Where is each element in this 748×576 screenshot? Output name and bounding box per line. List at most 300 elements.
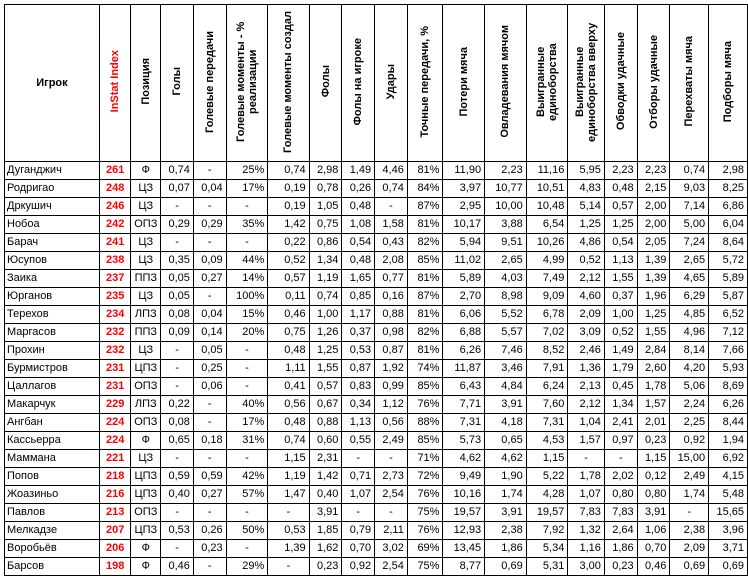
cell-chances-created: 1,11 xyxy=(268,360,309,378)
cell-fouls: 0,78 xyxy=(309,180,342,198)
cell-ball-recoveries: 5,57 xyxy=(485,324,527,342)
cell-ball-recoveries: 3,91 xyxy=(485,504,527,522)
cell-shots: 4,46 xyxy=(375,162,408,180)
cell-loose-balls: 8,25 xyxy=(709,180,748,198)
cell-aerial-duels-won: 3,00 xyxy=(568,558,605,576)
cell-fouls-suffered: 0,79 xyxy=(342,522,375,540)
cell-successful-dribbles: 1,34 xyxy=(604,396,637,414)
cell-loose-balls: 6,92 xyxy=(709,450,748,468)
cell-player-name: Жоазиньо xyxy=(5,486,100,504)
cell-player-name: Бурмистров xyxy=(5,360,100,378)
cell-goals: 0,22 xyxy=(161,396,194,414)
cell-interceptions: 2,25 xyxy=(670,414,709,432)
header-position[interactable]: Позиция xyxy=(131,5,161,162)
cell-successful-dribbles: 0,54 xyxy=(604,234,637,252)
cell-player-name: Маргасов xyxy=(5,324,100,342)
cell-chance-conversion: 31% xyxy=(226,432,268,450)
cell-loose-balls: 2,98 xyxy=(709,162,748,180)
table-row[interactable] xyxy=(5,360,748,378)
cell-assists: 0,18 xyxy=(193,432,226,450)
cell-successful-tackles: 1,39 xyxy=(637,270,670,288)
cell-chances-created: 0,57 xyxy=(268,270,309,288)
cell-loose-balls: 5,93 xyxy=(709,360,748,378)
cell-pass-accuracy: 87% xyxy=(407,198,443,216)
cell-fouls-suffered: 0,54 xyxy=(342,234,375,252)
cell-ball-recoveries: 10,00 xyxy=(485,198,527,216)
cell-loose-balls: 6,52 xyxy=(709,306,748,324)
cell-instat-index: 231 xyxy=(99,378,131,396)
cell-goals: - xyxy=(161,504,194,522)
cell-fouls: 2,98 xyxy=(309,162,342,180)
cell-successful-dribbles: 1,13 xyxy=(604,252,637,270)
cell-pass-accuracy: 81% xyxy=(407,162,443,180)
cell-player-name: Макарчук xyxy=(5,396,100,414)
cell-instat-index: 221 xyxy=(99,450,131,468)
cell-ball-losses: 8,77 xyxy=(443,558,485,576)
cell-player-name: Родригао xyxy=(5,180,100,198)
header-player[interactable]: Игрок xyxy=(5,5,100,162)
cell-loose-balls: 8,44 xyxy=(709,414,748,432)
cell-chances-created: 0,74 xyxy=(268,162,309,180)
cell-position: ЦЗ xyxy=(131,252,161,270)
table-row[interactable] xyxy=(5,378,748,396)
cell-ball-recoveries: 8,98 xyxy=(485,288,527,306)
table-row[interactable] xyxy=(5,468,748,486)
cell-player-name: Маммана xyxy=(5,450,100,468)
header-successful-tackles[interactable]: Отборы удачные xyxy=(637,5,670,162)
cell-player-name: Павлов xyxy=(5,504,100,522)
cell-loose-balls: 7,12 xyxy=(709,324,748,342)
cell-chance-conversion: 40% xyxy=(226,396,268,414)
cell-assists: 0,09 xyxy=(193,252,226,270)
cell-ball-losses: 11,87 xyxy=(443,360,485,378)
cell-successful-dribbles: 2,23 xyxy=(604,162,637,180)
cell-duels-won: 7,91 xyxy=(526,360,568,378)
cell-chances-created: 0,46 xyxy=(268,306,309,324)
cell-pass-accuracy: 69% xyxy=(407,540,443,558)
cell-successful-tackles: 2,01 xyxy=(637,414,670,432)
cell-ball-losses: 6,43 xyxy=(443,378,485,396)
table-row[interactable] xyxy=(5,306,748,324)
cell-ball-losses: 7,71 xyxy=(443,396,485,414)
table-row[interactable] xyxy=(5,432,748,450)
cell-duels-won: 10,51 xyxy=(526,180,568,198)
cell-successful-tackles: 1,57 xyxy=(637,396,670,414)
cell-position: ЦПЗ xyxy=(131,468,161,486)
cell-chance-conversion: - xyxy=(226,234,268,252)
cell-instat-index: 224 xyxy=(99,414,131,432)
cell-successful-tackles: 3,91 xyxy=(637,504,670,522)
cell-chances-created: 0,53 xyxy=(268,522,309,540)
cell-goals: - xyxy=(161,234,194,252)
cell-successful-dribbles: 0,80 xyxy=(604,486,637,504)
cell-duels-won: 6,54 xyxy=(526,216,568,234)
cell-position: ЦПЗ xyxy=(131,486,161,504)
header-fouls[interactable]: Фолы xyxy=(309,5,342,162)
cell-ball-losses: 9,49 xyxy=(443,468,485,486)
table-row[interactable] xyxy=(5,414,748,432)
cell-successful-tackles: 1,55 xyxy=(637,324,670,342)
cell-goals: 0,53 xyxy=(161,522,194,540)
header-interceptions[interactable]: Перехваты мяча xyxy=(670,5,709,162)
cell-shots: - xyxy=(375,450,408,468)
cell-fouls-suffered: 1,08 xyxy=(342,216,375,234)
cell-player-name: Дуганджич xyxy=(5,162,100,180)
table-row[interactable] xyxy=(5,324,748,342)
table-row[interactable] xyxy=(5,486,748,504)
cell-chance-conversion: 29% xyxy=(226,558,268,576)
cell-ball-recoveries: 2,65 xyxy=(485,252,527,270)
cell-chances-created: 0,56 xyxy=(268,396,309,414)
header-aerial-duels-won[interactable]: Выигранные единоборства вверху xyxy=(568,5,605,162)
cell-successful-dribbles: 7,83 xyxy=(604,504,637,522)
cell-goals: 0,40 xyxy=(161,486,194,504)
cell-ball-losses: 10,16 xyxy=(443,486,485,504)
cell-interceptions: 2,09 xyxy=(670,540,709,558)
cell-chance-conversion: - xyxy=(226,450,268,468)
cell-interceptions: 1,74 xyxy=(670,486,709,504)
header-row xyxy=(5,5,748,162)
cell-shots: 2,73 xyxy=(375,468,408,486)
cell-fouls-suffered: 0,53 xyxy=(342,342,375,360)
header-chances-created[interactable]: Голевые моменты создал xyxy=(268,5,309,162)
cell-goals: - xyxy=(161,198,194,216)
cell-duels-won: 6,24 xyxy=(526,378,568,396)
cell-shots: 2,54 xyxy=(375,486,408,504)
cell-successful-tackles: 2,23 xyxy=(637,162,670,180)
cell-goals: - xyxy=(161,360,194,378)
cell-interceptions: 4,65 xyxy=(670,270,709,288)
table-row[interactable] xyxy=(5,450,748,468)
cell-interceptions: 0,69 xyxy=(670,558,709,576)
cell-loose-balls: 5,72 xyxy=(709,252,748,270)
cell-fouls-suffered: 0,26 xyxy=(342,180,375,198)
cell-aerial-duels-won: 1,57 xyxy=(568,432,605,450)
cell-aerial-duels-won: 0,52 xyxy=(568,252,605,270)
cell-chances-created: 1,15 xyxy=(268,450,309,468)
cell-shots: 0,43 xyxy=(375,234,408,252)
cell-ball-recoveries: 4,18 xyxy=(485,414,527,432)
cell-ball-recoveries: 4,03 xyxy=(485,270,527,288)
table-row[interactable] xyxy=(5,504,748,522)
cell-player-name: Кассьерра xyxy=(5,432,100,450)
cell-fouls: 0,86 xyxy=(309,234,342,252)
cell-player-name: Юсупов xyxy=(5,252,100,270)
cell-fouls-suffered: - xyxy=(342,504,375,522)
cell-aerial-duels-won: 1,32 xyxy=(568,522,605,540)
header-fouls-suffered[interactable]: Фолы на игроке xyxy=(342,5,375,162)
cell-goals: 0,09 xyxy=(161,324,194,342)
cell-aerial-duels-won: 1,78 xyxy=(568,468,605,486)
cell-player-name: Барач xyxy=(5,234,100,252)
cell-fouls: 0,67 xyxy=(309,396,342,414)
cell-assists: 0,25 xyxy=(193,360,226,378)
cell-successful-dribbles: 0,52 xyxy=(604,324,637,342)
cell-goals: 0,07 xyxy=(161,180,194,198)
cell-assists: - xyxy=(193,288,226,306)
table-row[interactable] xyxy=(5,288,748,306)
cell-successful-dribbles: 1,00 xyxy=(604,306,637,324)
cell-chances-created: 0,19 xyxy=(268,198,309,216)
cell-successful-tackles: 0,23 xyxy=(637,432,670,450)
cell-ball-losses: 12,93 xyxy=(443,522,485,540)
cell-loose-balls: 5,48 xyxy=(709,486,748,504)
cell-fouls: 3,91 xyxy=(309,504,342,522)
cell-fouls-suffered: 0,34 xyxy=(342,396,375,414)
cell-aerial-duels-won: 1,36 xyxy=(568,360,605,378)
table-row[interactable] xyxy=(5,252,748,270)
cell-position: ЦЗ xyxy=(131,180,161,198)
cell-duels-won: 4,28 xyxy=(526,486,568,504)
cell-assists: 0,27 xyxy=(193,270,226,288)
table-body xyxy=(5,162,748,576)
cell-aerial-duels-won: 7,83 xyxy=(568,504,605,522)
cell-aerial-duels-won: 5,14 xyxy=(568,198,605,216)
cell-instat-index: 207 xyxy=(99,522,131,540)
cell-position: ОПЗ xyxy=(131,378,161,396)
cell-player-name: Терехов xyxy=(5,306,100,324)
header-assists[interactable]: Голевые передачи xyxy=(193,5,226,162)
cell-successful-dribbles: 2,41 xyxy=(604,414,637,432)
cell-aerial-duels-won: 1,07 xyxy=(568,486,605,504)
cell-pass-accuracy: 85% xyxy=(407,252,443,270)
cell-ball-recoveries: 2,38 xyxy=(485,522,527,540)
cell-chances-created: 1,42 xyxy=(268,216,309,234)
cell-interceptions: 8,14 xyxy=(670,342,709,360)
cell-fouls-suffered: 0,55 xyxy=(342,432,375,450)
table-row[interactable] xyxy=(5,540,748,558)
cell-instat-index: 241 xyxy=(99,234,131,252)
cell-chances-created: 0,19 xyxy=(268,180,309,198)
cell-duels-won: 8,52 xyxy=(526,342,568,360)
table-row[interactable] xyxy=(5,558,748,576)
cell-chances-created: - xyxy=(268,504,309,522)
cell-chances-created: 0,11 xyxy=(268,288,309,306)
cell-successful-tackles: 2,84 xyxy=(637,342,670,360)
cell-chance-conversion: 15% xyxy=(226,306,268,324)
cell-ball-recoveries: 2,23 xyxy=(485,162,527,180)
cell-instat-index: 216 xyxy=(99,486,131,504)
cell-chance-conversion: 35% xyxy=(226,216,268,234)
cell-shots: 2,11 xyxy=(375,522,408,540)
cell-goals: 0,59 xyxy=(161,468,194,486)
cell-position: ЛПЗ xyxy=(131,396,161,414)
cell-fouls-suffered: 1,07 xyxy=(342,486,375,504)
cell-shots: 0,56 xyxy=(375,414,408,432)
cell-chance-conversion: 17% xyxy=(226,180,268,198)
cell-duels-won: 10,48 xyxy=(526,198,568,216)
cell-aerial-duels-won: 4,83 xyxy=(568,180,605,198)
cell-fouls: 1,42 xyxy=(309,468,342,486)
cell-ball-losses: 11,90 xyxy=(443,162,485,180)
cell-position: ЦЗ xyxy=(131,234,161,252)
cell-ball-recoveries: 3,91 xyxy=(485,396,527,414)
header-instat-index[interactable]: InStat Index xyxy=(99,5,131,162)
cell-instat-index: 231 xyxy=(99,360,131,378)
cell-instat-index: 232 xyxy=(99,324,131,342)
cell-ball-losses: 13,45 xyxy=(443,540,485,558)
cell-loose-balls: 6,04 xyxy=(709,216,748,234)
cell-successful-tackles: 2,00 xyxy=(637,198,670,216)
cell-interceptions: 7,24 xyxy=(670,234,709,252)
cell-instat-index: 238 xyxy=(99,252,131,270)
cell-chances-created: 0,41 xyxy=(268,378,309,396)
cell-loose-balls: 7,66 xyxy=(709,342,748,360)
cell-duels-won: 4,53 xyxy=(526,432,568,450)
cell-pass-accuracy: 76% xyxy=(407,396,443,414)
cell-ball-losses: 6,06 xyxy=(443,306,485,324)
cell-chance-conversion: - xyxy=(226,360,268,378)
cell-successful-tackles: 2,00 xyxy=(637,216,670,234)
cell-ball-recoveries: 1,74 xyxy=(485,486,527,504)
cell-goals: - xyxy=(161,450,194,468)
cell-shots: 1,58 xyxy=(375,216,408,234)
cell-position: ОПЗ xyxy=(131,504,161,522)
cell-aerial-duels-won: 2,12 xyxy=(568,396,605,414)
cell-chance-conversion: 57% xyxy=(226,486,268,504)
player-stats-table xyxy=(4,4,748,576)
cell-chance-conversion: 100% xyxy=(226,288,268,306)
cell-chance-conversion: - xyxy=(226,540,268,558)
cell-chances-created: 1,39 xyxy=(268,540,309,558)
cell-assists: 0,27 xyxy=(193,486,226,504)
table-row[interactable] xyxy=(5,234,748,252)
cell-shots: 2,08 xyxy=(375,252,408,270)
cell-chance-conversion: - xyxy=(226,504,268,522)
cell-instat-index: 218 xyxy=(99,468,131,486)
cell-successful-tackles: 1,25 xyxy=(637,306,670,324)
cell-shots: 1,12 xyxy=(375,396,408,414)
header-pass-accuracy[interactable]: Точные передачи, % xyxy=(407,5,443,162)
cell-chance-conversion: 20% xyxy=(226,324,268,342)
cell-ball-recoveries: 3,88 xyxy=(485,216,527,234)
cell-position: Ф xyxy=(131,432,161,450)
cell-aerial-duels-won: 4,60 xyxy=(568,288,605,306)
cell-shots: 0,98 xyxy=(375,324,408,342)
cell-fouls: 0,40 xyxy=(309,486,342,504)
cell-position: ОПЗ xyxy=(131,216,161,234)
cell-instat-index: 232 xyxy=(99,342,131,360)
cell-duels-won: 19,57 xyxy=(526,504,568,522)
cell-successful-tackles: 2,05 xyxy=(637,234,670,252)
cell-ball-recoveries: 5,52 xyxy=(485,306,527,324)
cell-fouls: 0,57 xyxy=(309,378,342,396)
cell-successful-tackles: 0,80 xyxy=(637,486,670,504)
header-ball-recoveries[interactable]: Овладевания мячом xyxy=(485,5,527,162)
header-chance-conversion[interactable]: Голевые моменты - % реализации xyxy=(226,5,268,162)
cell-instat-index: 235 xyxy=(99,288,131,306)
table-row[interactable] xyxy=(5,522,748,540)
cell-assists: 0,29 xyxy=(193,216,226,234)
cell-instat-index: 224 xyxy=(99,432,131,450)
table-row[interactable] xyxy=(5,162,748,180)
cell-pass-accuracy: 82% xyxy=(407,234,443,252)
cell-loose-balls: 5,89 xyxy=(709,270,748,288)
header-shots[interactable]: Удары xyxy=(375,5,408,162)
table-row[interactable] xyxy=(5,198,748,216)
header-ball-losses[interactable]: Потери мяча xyxy=(443,5,485,162)
stats-table-container xyxy=(4,4,748,576)
cell-fouls: 0,88 xyxy=(309,414,342,432)
cell-fouls: 1,05 xyxy=(309,198,342,216)
table-row[interactable] xyxy=(5,180,748,198)
cell-position: ЦПЗ xyxy=(131,522,161,540)
header-duels-won[interactable]: Выигранные единоборства xyxy=(526,5,568,162)
cell-successful-dribbles: 0,57 xyxy=(604,198,637,216)
table-row[interactable] xyxy=(5,216,748,234)
cell-loose-balls: 4,15 xyxy=(709,468,748,486)
cell-successful-tackles: 1,96 xyxy=(637,288,670,306)
cell-position: ЦЗ xyxy=(131,198,161,216)
cell-successful-tackles: 1,15 xyxy=(637,450,670,468)
cell-interceptions: 5,00 xyxy=(670,216,709,234)
cell-assists: 0,23 xyxy=(193,540,226,558)
cell-fouls-suffered: 0,83 xyxy=(342,378,375,396)
cell-goals: - xyxy=(161,540,194,558)
cell-aerial-duels-won: 2,46 xyxy=(568,342,605,360)
cell-duels-won: 7,31 xyxy=(526,414,568,432)
cell-interceptions: 2,38 xyxy=(670,522,709,540)
cell-interceptions: 6,29 xyxy=(670,288,709,306)
cell-chances-created: 0,75 xyxy=(268,324,309,342)
cell-loose-balls: 8,64 xyxy=(709,234,748,252)
cell-fouls: 0,75 xyxy=(309,216,342,234)
cell-fouls: 1,19 xyxy=(309,270,342,288)
cell-ball-recoveries: 0,69 xyxy=(485,558,527,576)
cell-pass-accuracy: 88% xyxy=(407,414,443,432)
cell-fouls: 1,26 xyxy=(309,324,342,342)
header-loose-balls[interactable]: Подборы мяча xyxy=(709,5,748,162)
header-goals[interactable]: Голы xyxy=(161,5,194,162)
cell-assists: - xyxy=(193,558,226,576)
cell-player-name: Прохин xyxy=(5,342,100,360)
cell-fouls: 2,31 xyxy=(309,450,342,468)
cell-fouls: 0,60 xyxy=(309,432,342,450)
cell-assists: 0,59 xyxy=(193,468,226,486)
cell-assists: - xyxy=(193,414,226,432)
cell-shots: - xyxy=(375,504,408,522)
table-row[interactable] xyxy=(5,270,748,288)
cell-player-name: Попов xyxy=(5,468,100,486)
cell-shots: 2,49 xyxy=(375,432,408,450)
cell-duels-won: 7,02 xyxy=(526,324,568,342)
cell-goals: - xyxy=(161,378,194,396)
cell-interceptions: 0,74 xyxy=(670,162,709,180)
cell-chance-conversion: 42% xyxy=(226,468,268,486)
cell-fouls-suffered: 1,13 xyxy=(342,414,375,432)
cell-successful-tackles: 0,12 xyxy=(637,468,670,486)
table-row[interactable] xyxy=(5,342,748,360)
cell-chances-created: 0,52 xyxy=(268,252,309,270)
cell-chance-conversion: 25% xyxy=(226,162,268,180)
cell-assists: 0,05 xyxy=(193,342,226,360)
cell-aerial-duels-won: 2,12 xyxy=(568,270,605,288)
table-row[interactable] xyxy=(5,396,748,414)
cell-pass-accuracy: 85% xyxy=(407,378,443,396)
cell-fouls: 1,62 xyxy=(309,540,342,558)
cell-interceptions: 4,85 xyxy=(670,306,709,324)
cell-duels-won: 6,78 xyxy=(526,306,568,324)
cell-successful-dribbles: 0,23 xyxy=(604,558,637,576)
cell-pass-accuracy: 82% xyxy=(407,324,443,342)
cell-pass-accuracy: 76% xyxy=(407,486,443,504)
cell-aerial-duels-won: 2,13 xyxy=(568,378,605,396)
cell-interceptions: 5,06 xyxy=(670,378,709,396)
cell-loose-balls: 3,71 xyxy=(709,540,748,558)
cell-interceptions: 15,00 xyxy=(670,450,709,468)
header-successful-dribbles[interactable]: Обводки удачные xyxy=(604,5,637,162)
cell-goals: 0,08 xyxy=(161,306,194,324)
